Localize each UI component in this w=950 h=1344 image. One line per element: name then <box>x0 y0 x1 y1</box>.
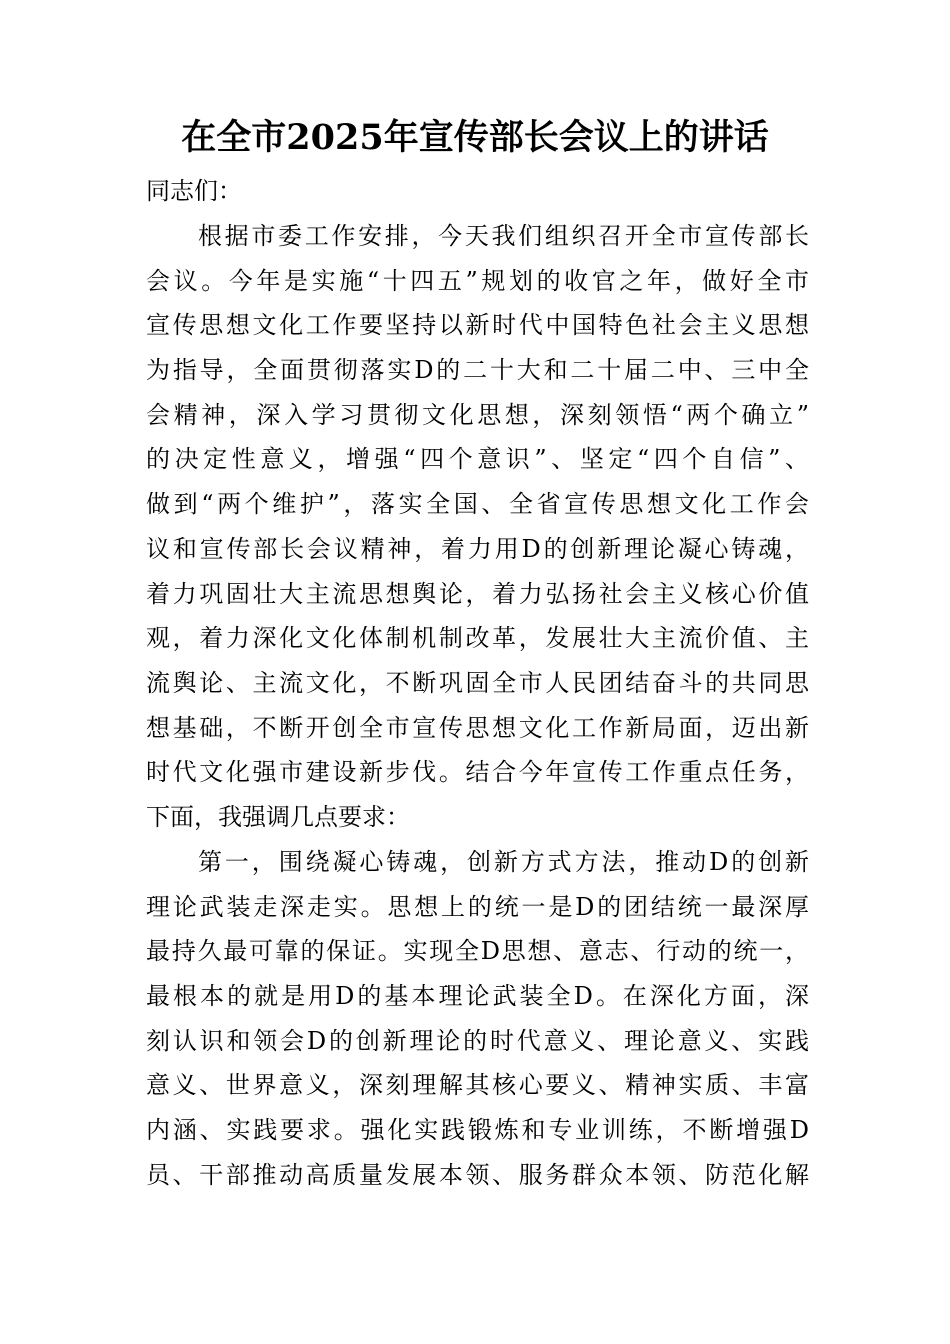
paragraph-line: 观，着力深化文化体制机制改革，发展壮大主流价值、主 <box>146 624 809 653</box>
paragraph-line: 会精神，深入学习贯彻文化思想，深刻领悟“两个确立” <box>146 400 809 429</box>
paragraph-line: 会议。今年是实施“十四五”规划的收官之年，做好全市 <box>146 266 809 295</box>
paragraph-line: 根据市委工作安排，今天我们组织召开全市宣传部长 <box>198 222 809 250</box>
paragraph-line: 议和宣传部长会议精神，着力用D的创新理论凝心铸魂， <box>146 534 809 563</box>
document-title: 在全市2025年宣传部长会议上的讲话 <box>181 117 769 158</box>
paragraph-line: 刻认识和领会D的创新理论的时代意义、理论意义、实践 <box>146 1026 809 1055</box>
paragraph-line: 第一，围绕凝心铸魂，创新方式方法，推动D的创新 <box>198 848 809 876</box>
paragraph-line: 员、干部推动高质量发展本领、服务群众本领、防范化解 <box>146 1160 809 1189</box>
paragraph-line: 着力巩固壮大主流思想舆论，着力弘扬社会主义核心价值 <box>146 579 809 608</box>
paragraph-line: 意义、世界意义，深刻理解其核心要义、精神实质、丰富 <box>146 1071 809 1100</box>
paragraph-line: 下面，我强调几点要求： <box>146 802 410 831</box>
paragraph-line: 时代文化强市建设新步伐。结合今年宣传工作重点任务， <box>146 758 809 787</box>
paragraph-1 <box>146 214 809 840</box>
paragraph-line: 为指导，全面贯彻落实D的二十大和二十届二中、三中全 <box>146 356 809 385</box>
paragraph-line: 最根本的就是用D的基本理论武装全D。在深化方面，深 <box>146 982 809 1011</box>
paragraph-line: 内涵、实践要求。强化实践锻炼和专业训练，不断增强D <box>146 1116 809 1145</box>
paragraph-line: 做到“两个维护”，落实全国、全省宣传思想文化工作会 <box>146 490 809 519</box>
salutation: 同志们： <box>146 177 242 205</box>
paragraph-line: 的决定性意义，增强“四个意识”、坚定“四个自信”、 <box>146 445 809 474</box>
paragraph-line: 理论武装走深走实。思想上的统一是D的团结统一最深厚 <box>146 892 809 921</box>
paragraph-line: 最持久最可靠的保证。实现全D思想、意志、行动的统一， <box>146 937 809 966</box>
paragraph-line: 流舆论、主流文化，不断巩固全市人民团结奋斗的共同思 <box>146 668 809 697</box>
paragraph-2 <box>146 840 809 1198</box>
paragraph-line: 宣传思想文化工作要坚持以新时代中国特色社会主义思想 <box>146 311 809 340</box>
paragraph-line: 想基础，不断开创全市宣传思想文化工作新局面，迈出新 <box>146 713 809 742</box>
